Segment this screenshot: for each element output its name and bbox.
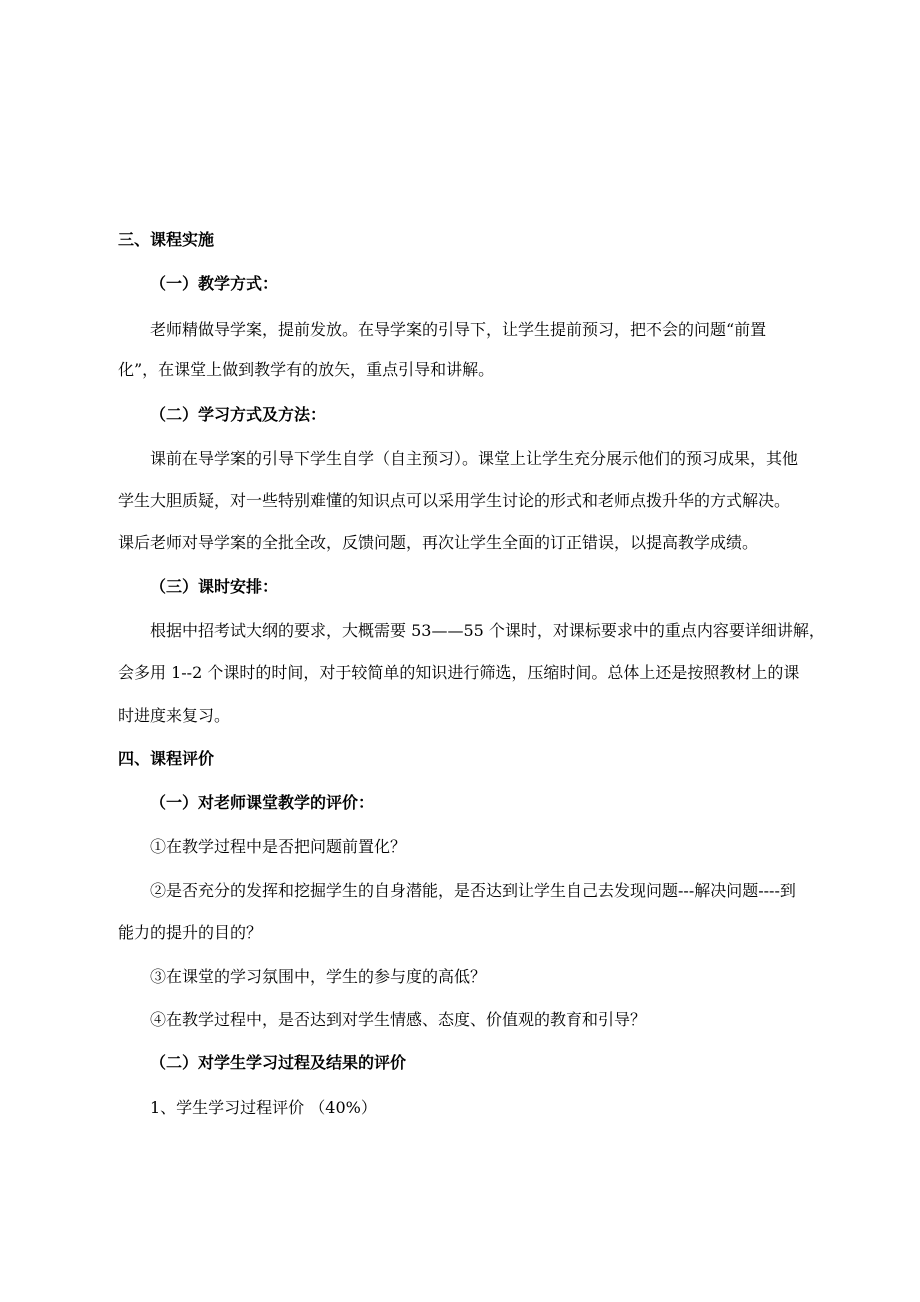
list-item: 1、学生学习过程评价 （40%）	[150, 1098, 377, 1117]
paragraph-line: 时进度来复习。	[118, 706, 231, 725]
paragraph-line: 根据中招考试大纲的要求，大概需要 53——55 个课时，对课标要求中的重点内容要详细讲解，	[150, 621, 825, 640]
list-item: ②是否充分的发挥和挖掘学生的自身潜能，是否达到让学生自己去发现问题---解决问题----到	[150, 881, 796, 900]
list-item: ①在教学过程中是否把问题前置化？	[150, 837, 407, 856]
paragraph-line: 学生大胆质疑，对一些特别难懂的知识点可以采用学生讨论的形式和老师点拨升华的方式解决。	[118, 491, 791, 510]
paragraph-line: 课后老师对导学案的全批全改，反馈问题，再次让学生全面的订正错误，以提高教学成绩。	[118, 533, 759, 552]
section-3-1-heading: （一）教学方式：	[150, 274, 279, 293]
section-3-3-heading: （三）课时安排：	[150, 577, 279, 596]
paragraph-line: 化”，在课堂上做到教学有的放矢，重点引导和讲解。	[118, 360, 495, 379]
section-3-2-heading: （二）学习方式及方法：	[150, 405, 327, 424]
list-item-continuation: 能力的提升的目的？	[118, 923, 263, 942]
paragraph-line: 会多用 1--2 个课时的时间，对于较简单的知识进行筛选，压缩时间。总体上还是按照教材上的课	[118, 663, 800, 682]
paragraph-line: 老师精做导学案，提前发放。在导学案的引导下，让学生提前预习，把不会的问题“前置	[150, 320, 767, 339]
section-4-title: 四、课程评价	[118, 749, 215, 768]
list-item: ④在教学过程中，是否达到对学生情感、态度、价值观的教育和引导？	[150, 1010, 647, 1029]
section-4-2-heading: （二）对学生学习过程及结果的评价	[150, 1053, 407, 1072]
paragraph-line: 课前在导学案的引导下学生自学（自主预习）。课堂上让学生充分展示他们的预习成果，其他	[150, 449, 799, 468]
section-3-title: 三、课程实施	[118, 230, 215, 249]
section-4-1-heading: （一）对老师课堂教学的评价：	[150, 793, 375, 812]
list-item: ③在课堂的学习氛围中，学生的参与度的高低？	[150, 967, 487, 986]
